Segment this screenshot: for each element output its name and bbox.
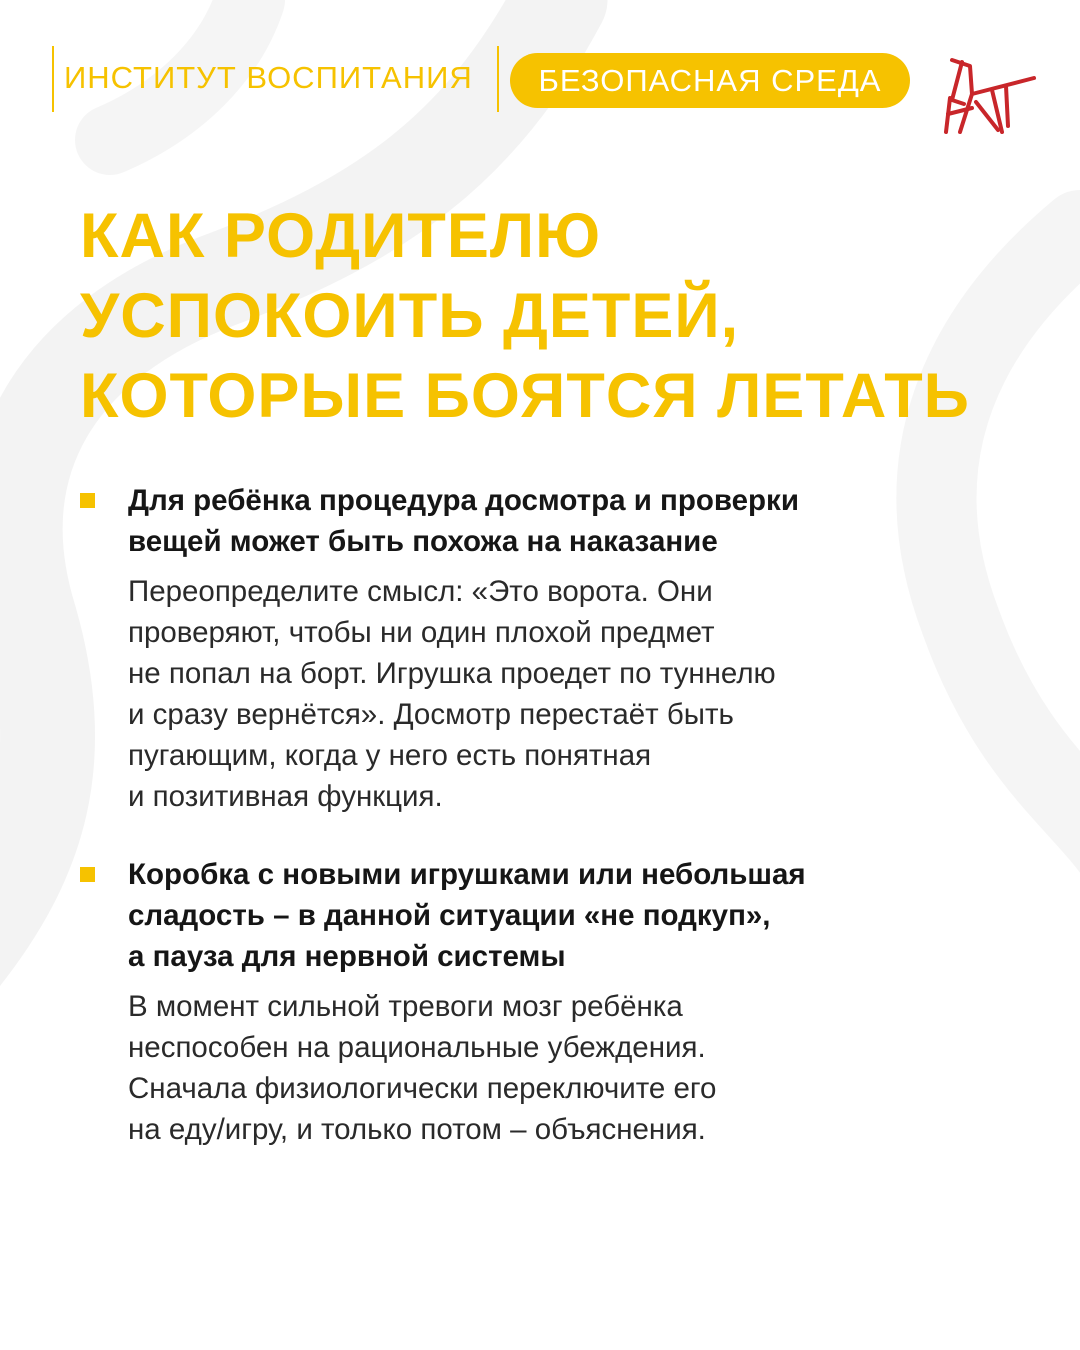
header-divider (52, 46, 54, 112)
tip-heading-line: вещей может быть похожа на наказание (128, 525, 718, 558)
tip-body-line: Сначала физиологически переключите его (128, 1072, 717, 1105)
title-line: УСПОКОИТЬ ДЕТЕЙ, (80, 281, 740, 351)
tip-body-line: Переопределите смысл: «Это ворота. Они (128, 575, 713, 608)
tip-heading-line: сладость – в данной ситуации «не подкуп», (128, 899, 771, 932)
tip-body-line: и сразу вернётся». Досмотр перестаёт быть (128, 698, 734, 731)
tip-heading (128, 854, 980, 977)
title-line: КОТОРЫЕ БОЯТСЯ ЛЕТАТЬ (80, 361, 970, 431)
chair-logo-icon (942, 48, 1040, 134)
tip-body-line: пугающим, когда у него есть понятная (128, 739, 652, 772)
category-tag: БЕЗОПАСНАЯ СРЕДА (510, 53, 910, 108)
tip-body-line: и позитивная функция. (128, 780, 443, 813)
bullet-square-icon (80, 867, 95, 882)
tip-body-line: на еду/игру, и только потом – объяснения. (128, 1113, 706, 1146)
tip-body-line: неспособен на рациональные убеждения. (128, 1031, 706, 1064)
tip-item (80, 854, 980, 1150)
tip-heading (128, 480, 980, 562)
tip-body-line: не попал на борт. Игрушка проедет по туннелю (128, 657, 776, 690)
organization-name: ИНСТИТУТ ВОСПИТАНИЯ (64, 60, 473, 95)
page-title (80, 196, 970, 436)
tip-body (128, 986, 980, 1150)
tip-heading-line: а пауза для нервной системы (128, 940, 566, 973)
header-divider (497, 46, 499, 112)
tip-item (80, 480, 980, 817)
header (52, 46, 1042, 112)
tip-body (128, 571, 980, 817)
tip-heading-line: Коробка с новыми игрушками или небольшая (128, 858, 806, 891)
bullet-square-icon (80, 493, 95, 508)
tip-heading-line: Для ребёнка процедура досмотра и проверки (128, 484, 799, 517)
tip-body-line: В момент сильной тревоги мозг ребёнка (128, 990, 683, 1023)
title-line: КАК РОДИТЕЛЮ (80, 201, 602, 271)
tip-body-line: проверяют, чтобы ни один плохой предмет (128, 616, 715, 649)
